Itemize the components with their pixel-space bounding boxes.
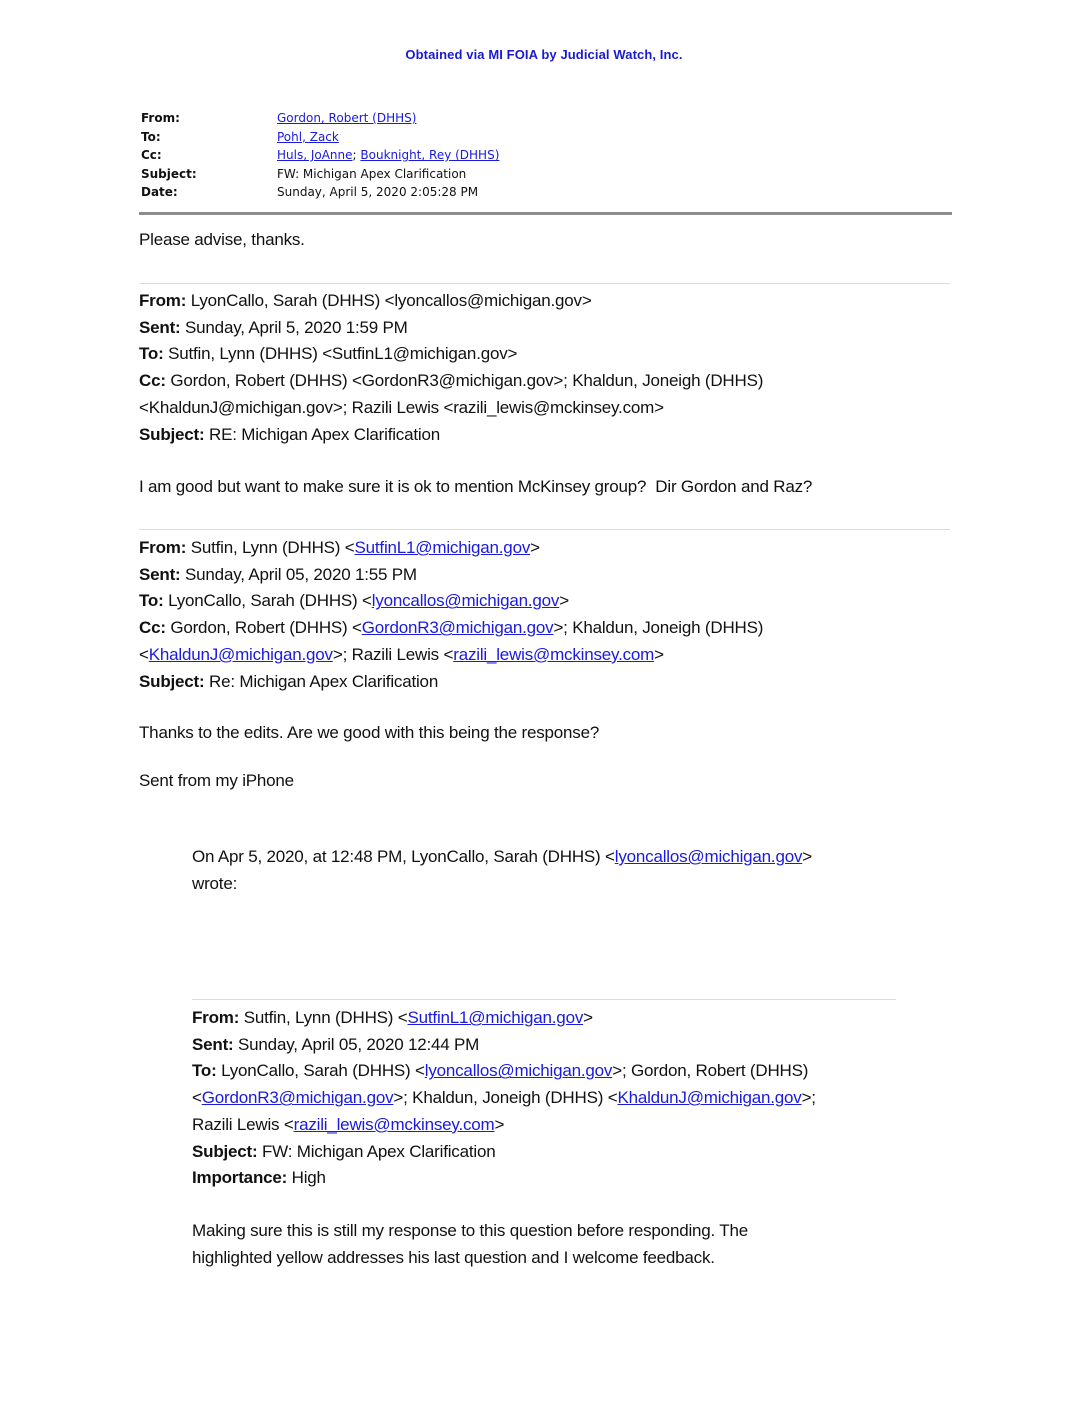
msg3-to-line-3: Razili Lewis <razili_lewis@mckinsey.com> [192, 1114, 505, 1134]
msg3-sent-value: Sunday, April 05, 2020 12:44 PM [233, 1034, 480, 1054]
message-1-body: I am good but want to make sure it is ok to mention McKinsey group? Dir Gordon and Raz? [139, 477, 813, 496]
top-message-body: Please advise, thanks. [139, 230, 305, 249]
email-header-table [141, 109, 499, 202]
header-from-row [141, 109, 499, 128]
msg2-cc-name-2: >; Khaldun, Joneigh (DHHS) [553, 618, 764, 638]
header-subject-label: Subject: [141, 166, 197, 181]
msg3-to-label: To: [192, 1061, 217, 1081]
msg3-to-line-2: <GordonR3@michigan.gov>; Khaldun, Joneigh (DHHS) <KhaldunJ@michigan.gov>; [192, 1088, 816, 1108]
msg3-sent-line [192, 1032, 816, 1059]
msg3-from-line: From: Sutfin, Lynn (DHHS) <SutfinL1@michigan.gov> [192, 1008, 593, 1027]
header-cc-link-bouknight[interactable]: Bouknight, Rey (DHHS) [360, 148, 500, 163]
msg1-subject-value: RE: Michigan Apex Clarification [204, 424, 440, 444]
msg1-cc-value-2: <KhaldunJ@michigan.gov>; Razili Lewis <razili_lewis@mckinsey.com> [139, 397, 664, 417]
msg3-subject-line [192, 1139, 816, 1166]
header-to-link[interactable]: Pohl, Zack [277, 129, 339, 144]
msg1-cc-value-1: Gordon, Robert (DHHS) <GordonR3@michigan.gov>; Khaldun, Joneigh (DHHS) [165, 371, 764, 391]
msg3-to-email-link-lewis[interactable]: razili_lewis@mckinsey.com [293, 1114, 495, 1134]
msg3-body-line-2: highlighted yellow addresses his last question and I welcome feedback. [192, 1247, 715, 1267]
header-to-row [141, 128, 499, 147]
msg3-to-line [192, 1058, 816, 1085]
msg3-from-name: Sutfin, Lynn (DHHS) < [239, 1008, 408, 1027]
msg2-from-line: From: Sutfin, Lynn (DHHS) <SutfinL1@michigan.gov> [139, 538, 540, 557]
header-date-value: Sunday, April 5, 2020 2:05:28 PM [277, 185, 479, 200]
msg2-cc-email-link-lewis[interactable]: razili_lewis@mckinsey.com [453, 644, 655, 664]
msg3-body-line-1: Making sure this is still my response to this question before responding. The [192, 1221, 748, 1240]
msg1-from-value: LyonCallo, Sarah (DHHS) <lyoncallos@michigan.gov> [186, 291, 592, 310]
header-from-label: From: [141, 111, 180, 125]
msg3-sent-label: Sent: [192, 1034, 234, 1054]
header-subject-value: FW: Michigan Apex Clarification [277, 166, 467, 181]
quote-intro-line: On Apr 5, 2020, at 12:48 PM, LyonCallo, Sarah (DHHS) <lyoncallos@michigan.gov> [192, 847, 812, 866]
message-divider-3 [192, 999, 896, 1000]
msg2-to-line: To: LyonCallo, Sarah (DHHS) <lyoncallos@michigan.gov> [139, 591, 569, 611]
quote-intro-text: On Apr 5, 2020, at 12:48 PM, LyonCallo, Sarah (DHHS) < [192, 847, 615, 866]
msg2-to-label: To: [139, 591, 164, 611]
msg2-to-name: LyonCallo, Sarah (DHHS) < [163, 591, 372, 611]
msg2-sent-label: Sent: [139, 564, 181, 584]
message-divider-1 [139, 283, 950, 284]
msg2-sent-line [139, 562, 763, 589]
message-divider-2 [139, 529, 950, 530]
header-from-link[interactable]: Gordon, Robert (DHHS) [277, 111, 417, 125]
msg3-to-email-link-lyoncallo[interactable]: lyoncallos@michigan.gov [424, 1061, 613, 1081]
header-subject-row [141, 165, 499, 184]
msg2-cc-name-3: >; Razili Lewis < [332, 644, 454, 664]
msg2-cc-email-link-gordon[interactable]: GordonR3@michigan.gov [361, 618, 554, 638]
header-cc-link-huls[interactable]: Huls, JoAnne [277, 148, 353, 163]
msg3-from-label: From: [192, 1008, 240, 1027]
header-divider [139, 212, 952, 215]
msg3-to-email-link-gordon[interactable]: GordonR3@michigan.gov [201, 1088, 394, 1108]
msg1-subject-line [139, 422, 763, 449]
msg2-subject-value: Re: Michigan Apex Clarification [204, 671, 439, 691]
msg2-from-name: Sutfin, Lynn (DHHS) < [186, 538, 355, 557]
header-cc-label: Cc: [141, 148, 162, 163]
msg1-cc-label: Cc: [139, 371, 166, 391]
msg3-importance-value: High [287, 1168, 326, 1188]
msg2-cc-email-link-khaldun[interactable]: KhaldunJ@michigan.gov [148, 644, 333, 664]
header-cc-value [277, 146, 499, 165]
header-cc-row [141, 146, 499, 165]
msg1-from-line [139, 288, 763, 315]
msg1-to-value: Sutfin, Lynn (DHHS) <SutfinL1@michigan.gov> [163, 344, 518, 364]
message-3-body [192, 1218, 748, 1271]
message-2-signature: Sent from my iPhone [139, 771, 294, 790]
msg3-importance-line [192, 1165, 816, 1192]
msg1-to-label: To: [139, 344, 164, 364]
msg2-subject-line [139, 669, 763, 696]
msg1-sent-value: Sunday, April 5, 2020 1:59 PM [180, 317, 408, 337]
msg2-to-email-link[interactable]: lyoncallos@michigan.gov [371, 591, 560, 611]
msg1-sent-line [139, 315, 763, 342]
msg2-sent-value: Sunday, April 05, 2020 1:55 PM [180, 564, 417, 584]
message-2-header [139, 535, 763, 695]
msg1-subject-label: Subject: [139, 424, 205, 444]
msg3-subject-label: Subject: [192, 1141, 258, 1161]
msg1-to-line [139, 341, 763, 368]
quote-intro-wrote: wrote: [192, 873, 238, 893]
msg2-from-email-link[interactable]: SutfinL1@michigan.gov [354, 538, 531, 557]
msg3-to-name-1: LyonCallo, Sarah (DHHS) < [216, 1061, 425, 1081]
msg3-to-name-4: Razili Lewis < [192, 1114, 294, 1134]
header-to-label: To: [141, 129, 161, 144]
header-date-row [141, 183, 499, 202]
message-1-header [139, 288, 763, 448]
quote-intro-email-link[interactable]: lyoncallos@michigan.gov [614, 847, 803, 866]
msg3-to-name-2: >; Gordon, Robert (DHHS) [612, 1061, 809, 1081]
msg3-importance-label: Importance: [192, 1168, 288, 1188]
header-cc-separator: ; [352, 148, 361, 163]
msg1-from-label: From: [139, 291, 187, 310]
msg3-to-name-3: >; Khaldun, Joneigh (DHHS) < [393, 1088, 618, 1108]
msg2-cc-name-1: Gordon, Robert (DHHS) < [165, 618, 362, 638]
msg1-sent-label: Sent: [139, 317, 181, 337]
message-3-header [192, 1005, 816, 1192]
quote-intro [192, 844, 812, 897]
msg2-cc-label: Cc: [139, 618, 166, 638]
msg1-cc-line [139, 368, 763, 395]
msg2-from-label: From: [139, 538, 187, 557]
header-date-label: Date: [141, 185, 178, 200]
msg2-cc-line-2: <KhaldunJ@michigan.gov>; Razili Lewis <razili_lewis@mckinsey.com> [139, 644, 664, 664]
msg3-to-email-link-khaldun[interactable]: KhaldunJ@michigan.gov [617, 1088, 802, 1108]
foia-watermark: Obtained via MI FOIA by Judicial Watch, Inc. [405, 47, 683, 62]
msg1-cc-line-2 [139, 395, 763, 422]
msg3-from-email-link[interactable]: SutfinL1@michigan.gov [407, 1008, 584, 1027]
msg2-cc-line [139, 615, 763, 642]
msg3-subject-value: FW: Michigan Apex Clarification [257, 1141, 496, 1161]
msg2-subject-label: Subject: [139, 671, 205, 691]
message-2-body: Thanks to the edits. Are we good with this being the response? [139, 723, 600, 742]
